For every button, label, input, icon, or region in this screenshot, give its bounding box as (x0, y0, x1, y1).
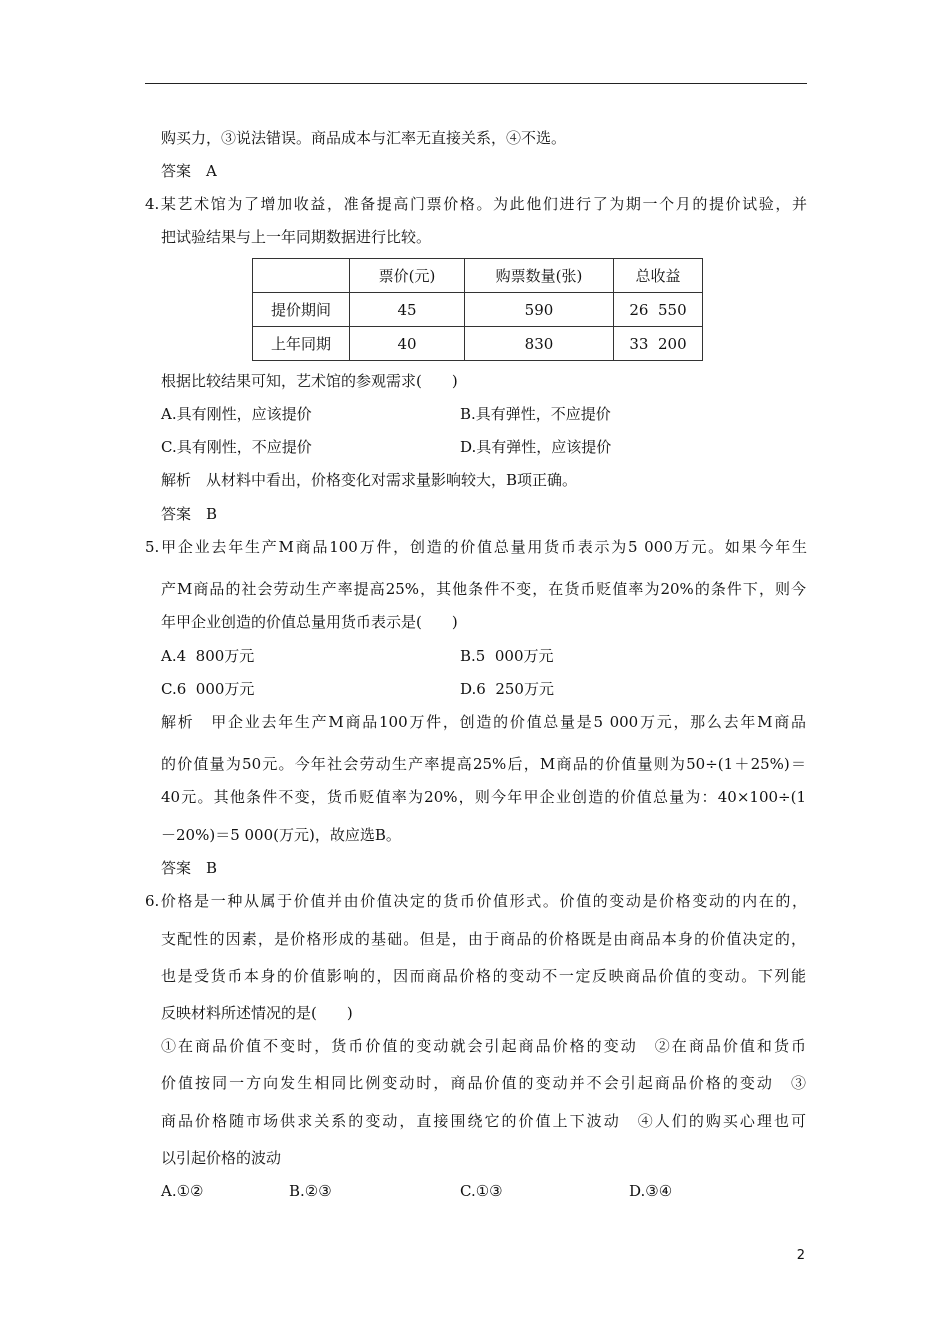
table-cell: 830 (465, 327, 614, 361)
table-cell: 26 550 (614, 293, 703, 327)
page-number: 2 (796, 1248, 805, 1263)
option-c: C.①③ (460, 1182, 503, 1200)
option-c: C.6 000万元 (161, 680, 255, 698)
header-rule (145, 83, 807, 84)
q5-stem: 5.甲企业去年生产M商品100万件，创造的价值总量用货币表示为5 000万元。如果今年生 (145, 538, 807, 556)
q5-stem: 年甲企业创造的价值总量用货币表示是( ) (161, 613, 458, 631)
table-cell (253, 259, 350, 293)
table-cell: 提价期间 (253, 293, 350, 327)
q5-analysis: 解析 甲企业去年生产M商品100万件，创造的价值总量是5 000万元，那么去年M商品 (161, 713, 806, 731)
option-d: D.6 250万元 (460, 680, 554, 698)
option-b: B.5 000万元 (460, 647, 554, 665)
option-a: A.①② (161, 1182, 204, 1200)
price-table (252, 258, 703, 361)
q4-analysis: 解析 从材料中看出，价格变化对需求量影响较大，B项正确。 (161, 471, 578, 489)
q4-answer: 答案 B (161, 505, 218, 523)
option-d: D.③④ (629, 1182, 673, 1200)
table-cell: 购票数量(张) (465, 259, 614, 293)
q6-item: 以引起价格的波动 (161, 1149, 282, 1167)
table-cell: 33 200 (614, 327, 703, 361)
q5-analysis: 的价值量为50元。今年社会劳动生产率提高25%后，M商品的价值量则为50÷(1＋25%)＝ (161, 755, 806, 773)
q4-question: 根据比较结果可知，艺术馆的参观需求( ) (161, 372, 458, 390)
q6-stem: 反映材料所述情况的是( ) (161, 1004, 353, 1022)
answer-line: 答案 A (161, 162, 217, 180)
q4-stem: 4.某艺术馆为了增加收益，准备提高门票价格。为此他们进行了为期一个月的提价试验，并 (145, 195, 807, 213)
table-cell: 590 (465, 293, 614, 327)
q6-stem: 也是受货币本身的价值影响的，因而商品价格的变动不一定反映商品价值的变动。下列能 (161, 967, 806, 985)
table-cell: 总收益 (614, 259, 703, 293)
option-d: D.具有弹性，应该提价 (460, 438, 612, 456)
table-cell: 票价(元) (350, 259, 465, 293)
q6-item: ①在商品价值不变时，货币价值的变动就会引起商品价格的变动 ②在商品价值和货币 (161, 1037, 806, 1055)
q6-item: 价值按同一方向发生相同比例变动时，商品价值的变动并不会引起商品价格的变动 ③ (161, 1074, 806, 1092)
q5-stem: 产M商品的社会劳动生产率提高25%，其他条件不变，在货币贬值率为20%的条件下，则今 (161, 580, 806, 598)
q5-analysis: 40元。其他条件不变，货币贬值率为20%，则今年甲企业创造的价值总量为：40×100÷(1 (161, 788, 806, 806)
q6-item: 商品价格随市场供求关系的变动，直接围绕它的价值上下波动 ④人们的购买心理也可 (161, 1112, 806, 1130)
q5-analysis: －20%)＝5 000(万元)，故应选B。 (161, 826, 401, 844)
q4-stem: 把试验结果与上一年同期数据进行比较。 (161, 228, 432, 246)
table-cell: 40 (350, 327, 465, 361)
table-row (253, 293, 703, 327)
option-b: B.具有弹性，不应提价 (460, 405, 611, 423)
q6-stem: 支配性的因素，是价格形成的基础。但是，由于商品的价格既是由商品本身的价值决定的， (161, 930, 806, 948)
option-a: A.具有刚性，应该提价 (161, 405, 312, 423)
table-cell: 上年同期 (253, 327, 350, 361)
q6-stem: 6.价格是一种从属于价值并由价值决定的货币价值形式。价值的变动是价格变动的内在的， (145, 892, 807, 910)
text-line: 购买力，③说法错误。商品成本与汇率无直接关系，④不选。 (161, 129, 567, 147)
option-c: C.具有刚性，不应提价 (161, 438, 312, 456)
table-cell: 45 (350, 293, 465, 327)
q5-answer: 答案 B (161, 859, 218, 877)
table-row (253, 327, 703, 361)
option-b: B.②③ (289, 1182, 332, 1200)
table-header-row (253, 259, 703, 293)
option-a: A.4 800万元 (161, 647, 255, 665)
